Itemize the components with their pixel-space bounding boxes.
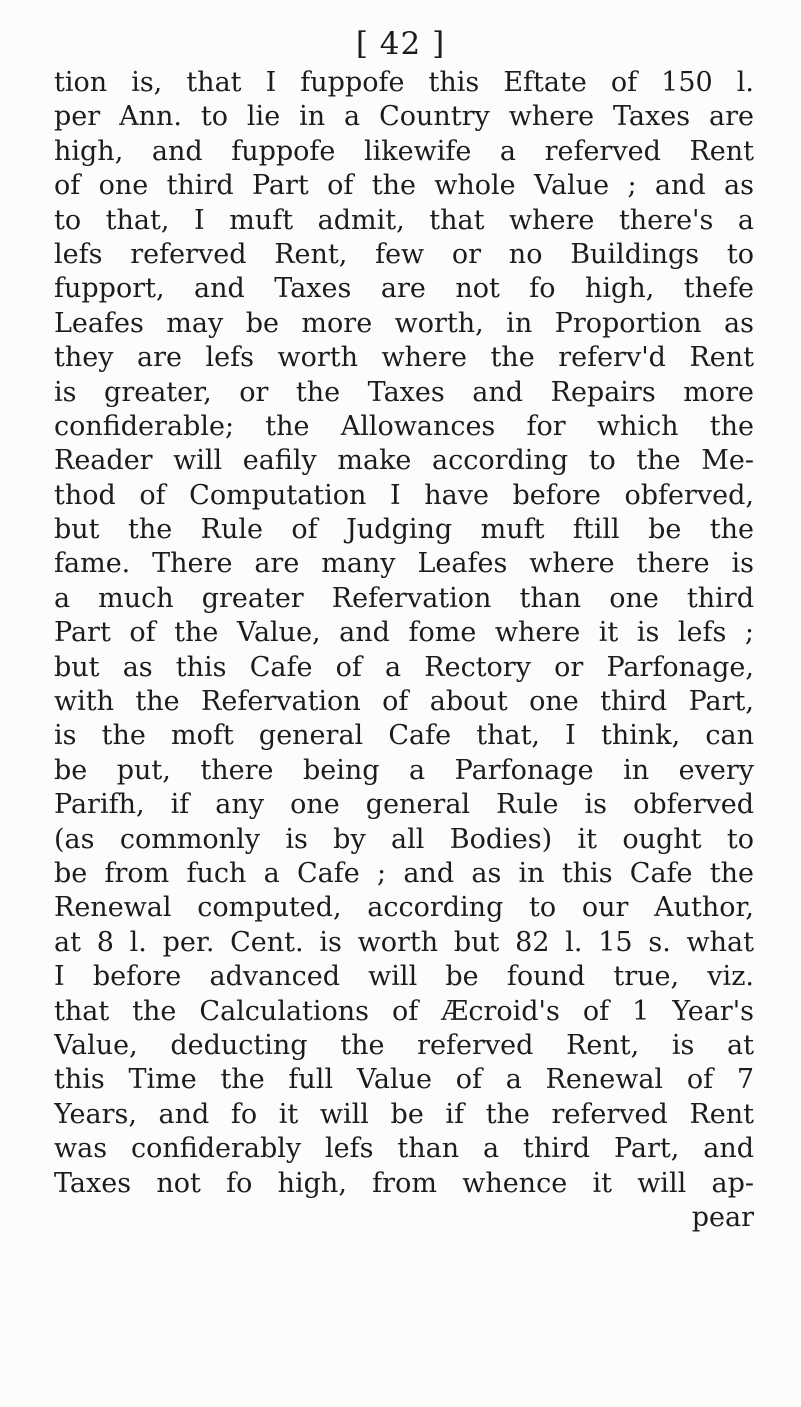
text-line: Years, and fo it will be if the referved Rent bbox=[54, 1098, 754, 1130]
text-line: (as commonly is by all Bodies) it ought to bbox=[54, 823, 754, 855]
text-line: with the Refervation of about one third Part, bbox=[54, 686, 754, 718]
text-line: at 8 l. per. Cent. is worth but 82 l. 15 s. what bbox=[54, 926, 754, 958]
text-line: is the moft general Cafe that, I think, can bbox=[54, 720, 754, 752]
body-text bbox=[54, 66, 754, 1235]
text-line: Renewal computed, according to our Author, bbox=[54, 892, 754, 924]
text-line: high, and fuppofe likewife a referved Rent bbox=[54, 135, 754, 167]
text-line: Leafes may be more worth, in Proportion as bbox=[54, 307, 754, 339]
catchword: pear bbox=[691, 1201, 754, 1233]
text-line: be put, there being a Parfonage in every bbox=[54, 754, 754, 786]
text-line: to that, I muft admit, that where there's a bbox=[54, 204, 754, 236]
text-line: Parifh, if any one general Rule is obferved bbox=[54, 789, 754, 821]
text-line: tion is, that I fuppofe this Eftate of 150 l. bbox=[54, 67, 754, 98]
text-line: that the Calculations of Æcroid's of 1 Year's bbox=[54, 995, 754, 1027]
text-line: is greater, or the Taxes and Repairs more bbox=[54, 376, 754, 408]
text-line: but the Rule of Judging muft ftill be the bbox=[54, 514, 754, 546]
text-line: I before advanced will be found true, viz. bbox=[54, 961, 754, 993]
text-line: be from fuch a Cafe ; and as in this Cafe the bbox=[54, 857, 754, 889]
text-line: lefs referved Rent, few or no Buildings to bbox=[54, 238, 754, 270]
text-line: fupport, and Taxes are not fo high, thefe bbox=[54, 273, 754, 305]
page-number: [ 42 ] bbox=[355, 26, 446, 62]
text-line: Reader will eafily make according to the Me- bbox=[54, 445, 754, 477]
text-line: of one third Part of the whole Value ; and as bbox=[54, 170, 754, 202]
text-line: was confiderably lefs than a third Part, and bbox=[54, 1133, 754, 1165]
text-line: confiderable; the Allowances for which the bbox=[54, 410, 754, 442]
text-line: fame. There are many Leafes where there is bbox=[54, 548, 754, 580]
text-line: but as this Cafe of a Rectory or Parfonage, bbox=[54, 651, 754, 683]
text-line: a much greater Refervation than one third bbox=[54, 582, 754, 614]
text-line: Value, deducting the referved Rent, is at bbox=[54, 1029, 754, 1061]
text-line: this Time the full Value of a Renewal of 7 bbox=[54, 1064, 754, 1096]
text-line: Part of the Value, and fome where it is lefs ; bbox=[54, 617, 754, 649]
text-line: they are lefs worth where the referv'd Rent bbox=[54, 342, 754, 374]
text-line: per Ann. to lie in a Country where Taxes are bbox=[54, 101, 754, 133]
text-line: thod of Computation I have before obferved, bbox=[54, 479, 754, 511]
text-line: Taxes not fo high, from whence it will ap- bbox=[54, 1167, 754, 1199]
